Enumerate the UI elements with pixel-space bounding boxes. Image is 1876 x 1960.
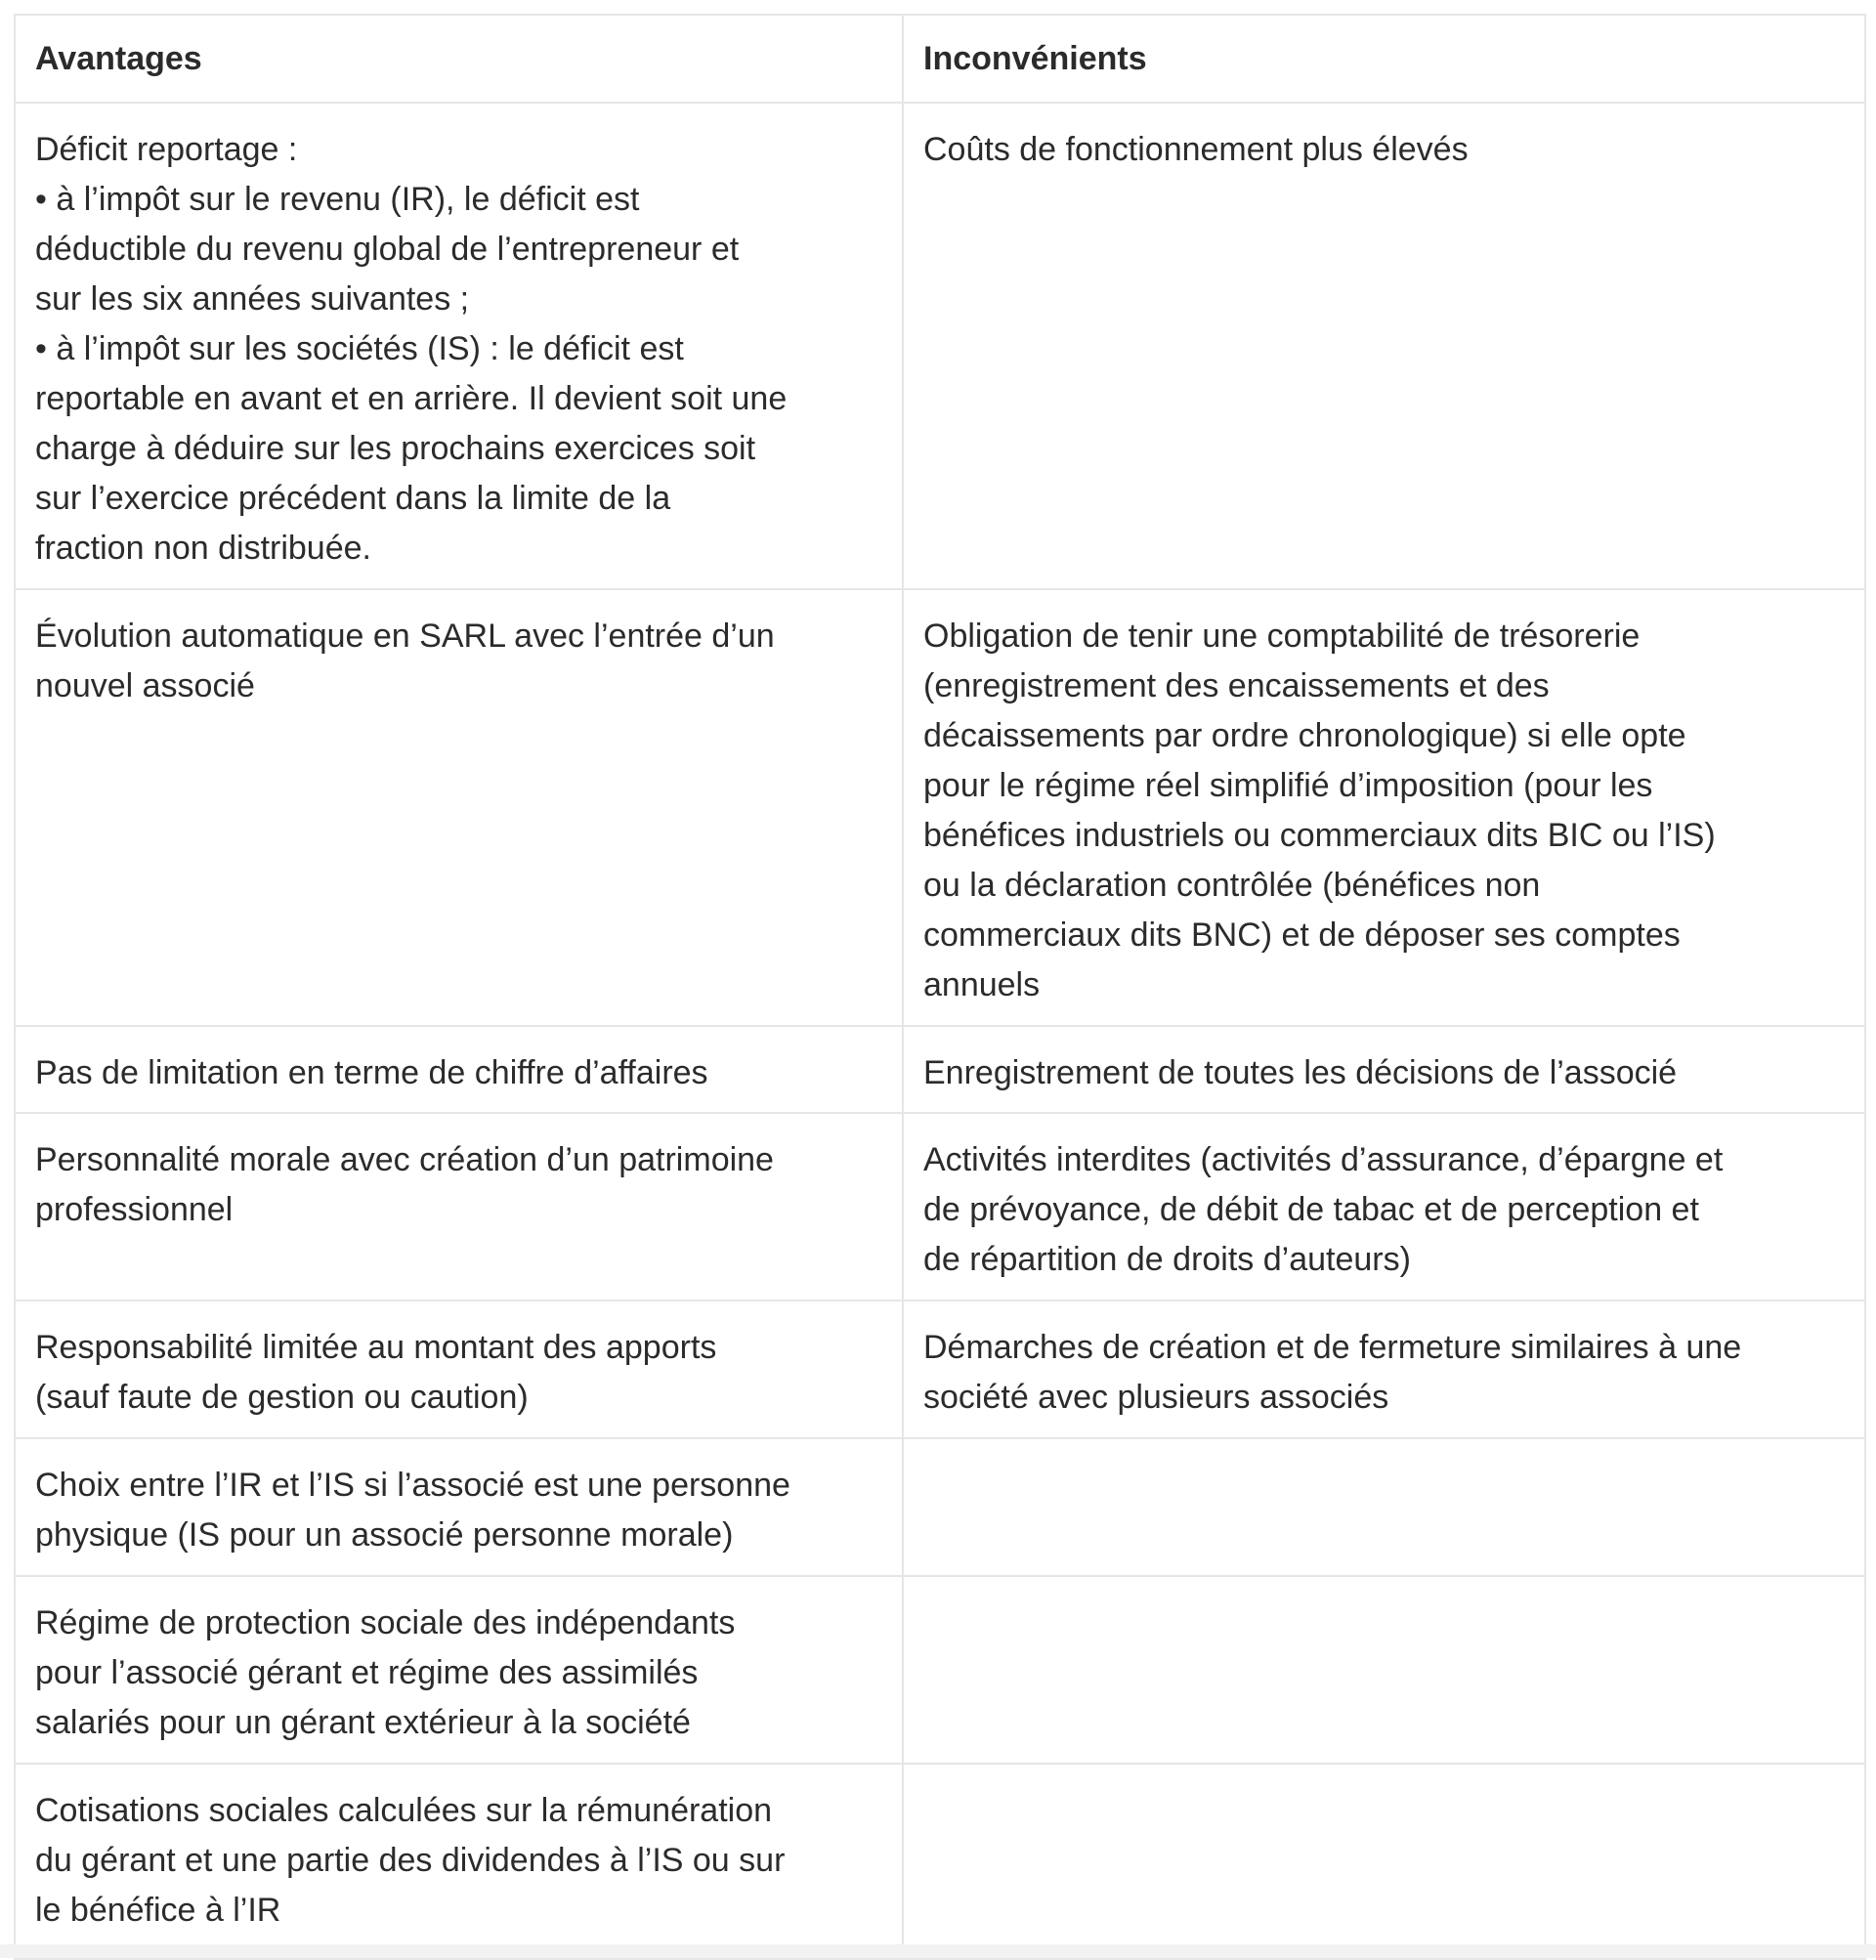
cell-inconvenients: [903, 1113, 1865, 1300]
text-line: Évolution automatique en SARL avec l’entrée d’un: [35, 618, 775, 655]
bottom-edge: [0, 1944, 1876, 1958]
table-row: [15, 1113, 1865, 1300]
table-row: [15, 1764, 1865, 1959]
text-line: ou la déclaration contrôlée (bénéfices non: [923, 867, 1541, 904]
table-row: [15, 1300, 1865, 1438]
text-line: Obligation de tenir une comptabilité de trésorerie: [923, 618, 1641, 655]
text-line: fraction non distribuée.: [35, 530, 371, 567]
cell-inconvenients-text: [923, 1765, 1845, 1786]
table-row: [15, 1438, 1865, 1576]
cell-inconvenients-text: [923, 590, 1845, 1010]
cell-inconvenients-text: [923, 1114, 1845, 1285]
table-row: [15, 589, 1865, 1026]
cell-avantages-text: [35, 590, 882, 711]
text-line: bénéfices industriels ou commerciaux dits BIC ou l’IS): [923, 817, 1716, 854]
cell-avantages-text: [35, 1577, 882, 1748]
cell-inconvenients: [903, 1026, 1865, 1113]
cell-avantages: [15, 589, 903, 1026]
text-line: Responsabilité limitée au montant des apports: [35, 1329, 717, 1366]
text-line: pour le régime réel simplifié d’imposition (pour les: [923, 767, 1653, 804]
text-line: • à l’impôt sur le revenu (IR), le déficit est: [35, 181, 640, 218]
cell-avantages-text: [35, 1439, 882, 1560]
comparison-table: [14, 14, 1866, 1960]
header-row: [15, 15, 1865, 103]
text-line: reportable en avant et en arrière. Il devient soit une: [35, 380, 788, 417]
text-line: nouvel associé: [35, 667, 255, 704]
cell-avantages: [15, 1026, 903, 1113]
table-row: [15, 1026, 1865, 1113]
cell-avantages-text: [35, 104, 882, 574]
text-line: le bénéfice à l’IR: [35, 1892, 281, 1929]
text-line: Enregistrement de toutes les décisions de l’associé: [923, 1054, 1678, 1091]
cell-avantages: [15, 1764, 903, 1959]
text-line: commerciaux dits BNC) et de déposer ses comptes: [923, 916, 1681, 954]
text-line: Déficit reportage :: [35, 131, 298, 168]
text-line: Activités interdites (activités d’assurance, d’épargne et: [923, 1141, 1724, 1178]
cell-inconvenients-text: [923, 1027, 1845, 1098]
text-line: • à l’impôt sur les sociétés (IS) : le déficit est: [35, 330, 684, 367]
cell-avantages: [15, 1300, 903, 1438]
text-line: (sauf faute de gestion ou caution): [35, 1379, 529, 1416]
header-inconvenients: Inconvénients: [903, 15, 1865, 103]
table-row: [15, 103, 1865, 589]
table-body: [15, 103, 1865, 1959]
text-line: Personnalité morale avec création d’un patrimoine: [35, 1141, 774, 1178]
table-row: [15, 1576, 1865, 1764]
cell-avantages-text: [35, 1114, 882, 1235]
cell-inconvenients-text: [923, 1439, 1845, 1461]
cell-avantages-text: [35, 1301, 882, 1423]
header-avantages: Avantages: [15, 15, 903, 103]
cell-avantages: [15, 1438, 903, 1576]
cell-avantages: [15, 1113, 903, 1300]
text-line: décaissements par ordre chronologique) si elle opte: [923, 717, 1686, 754]
text-line: annuels: [923, 966, 1041, 1003]
cell-inconvenients: [903, 1300, 1865, 1438]
cell-avantages: [15, 103, 903, 589]
text-line: Régime de protection sociale des indépendants: [35, 1604, 736, 1641]
cell-avantages-text: [35, 1027, 882, 1098]
text-line: professionnel: [35, 1191, 234, 1228]
cell-inconvenients-text: [923, 1577, 1845, 1598]
text-line: Coûts de fonctionnement plus élevés: [923, 131, 1469, 168]
text-line: déductible du revenu global de l’entrepreneur et: [35, 231, 740, 268]
cell-avantages: [15, 1576, 903, 1764]
text-line: Cotisations sociales calculées sur la rémunération: [35, 1792, 773, 1829]
table-header: [15, 15, 1865, 103]
cell-inconvenients: [903, 589, 1865, 1026]
text-line: Démarches de création et de fermeture similaires à une: [923, 1329, 1742, 1366]
text-line: de prévoyance, de débit de tabac et de perception et: [923, 1191, 1699, 1228]
cell-inconvenients: [903, 1438, 1865, 1576]
cell-inconvenients-text: [923, 104, 1845, 175]
cell-inconvenients: [903, 1764, 1865, 1959]
text-line: sur l’exercice précédent dans la limite de la: [35, 480, 671, 517]
text-line: salariés pour un gérant extérieur à la société: [35, 1704, 691, 1741]
text-line: charge à déduire sur les prochains exercices soit: [35, 430, 756, 467]
cell-inconvenients-text: [923, 1301, 1845, 1423]
text-line: Pas de limitation en terme de chiffre d’affaires: [35, 1054, 708, 1091]
text-line: pour l’associé gérant et régime des assimilés: [35, 1654, 699, 1691]
text-line: du gérant et une partie des dividendes à l’IS ou sur: [35, 1842, 786, 1879]
text-line: physique (IS pour un associé personne morale): [35, 1516, 734, 1554]
text-line: Choix entre l’IR et l’IS si l’associé est une personne: [35, 1467, 790, 1504]
text-line: sur les six années suivantes ;: [35, 280, 470, 318]
cell-avantages-text: [35, 1765, 882, 1936]
text-line: (enregistrement des encaissements et des: [923, 667, 1550, 704]
text-line: de répartition de droits d’auteurs): [923, 1241, 1411, 1278]
cell-inconvenients: [903, 1576, 1865, 1764]
text-line: société avec plusieurs associés: [923, 1379, 1389, 1416]
cell-inconvenients: [903, 103, 1865, 589]
